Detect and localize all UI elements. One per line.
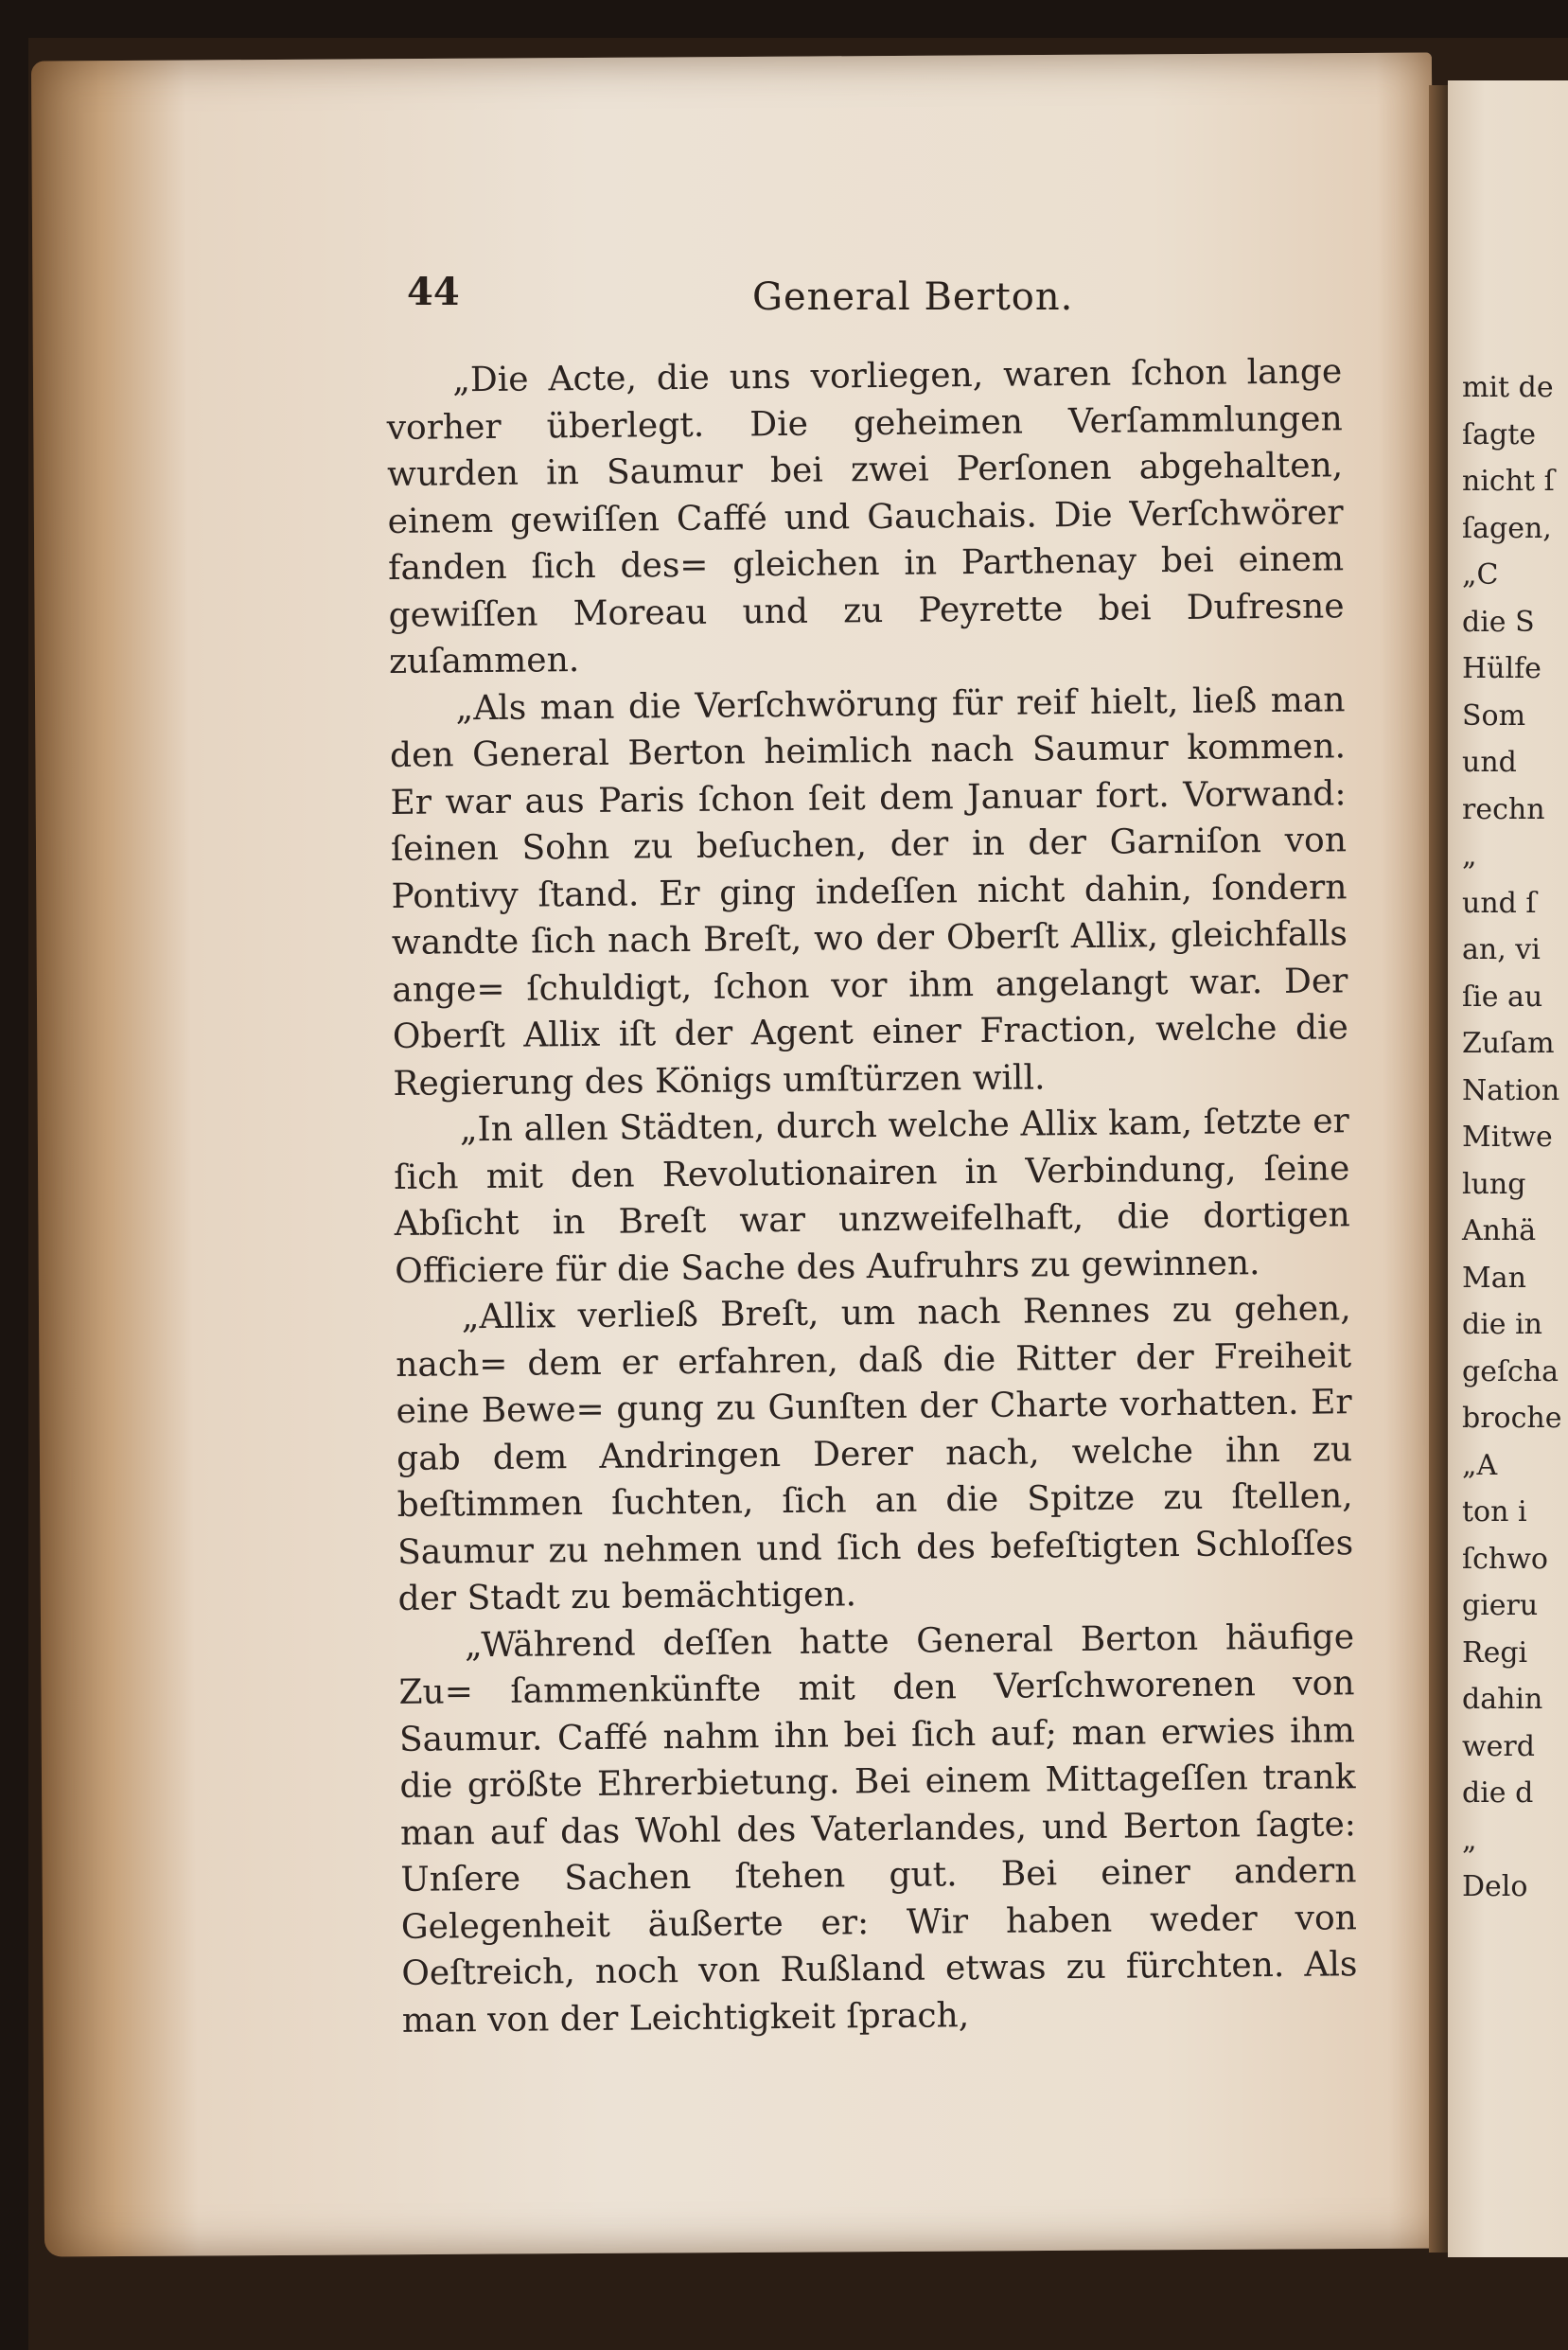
facing-line: ton i	[1462, 1495, 1527, 1528]
body-text	[386, 348, 1358, 2044]
facing-line: Delo	[1462, 1870, 1528, 1903]
facing-line: ſchwo	[1462, 1542, 1548, 1576]
page-number: 44	[407, 270, 460, 314]
facing-line: Hülfe	[1462, 652, 1542, 685]
paragraph: „In allen Städten, durch welche Allix kam, ſetzte er ſich mit den Revolutionairen in Verbindung, ſeine Abſicht in Breſt war unzweifelhaft, die dortigen Officiere für die Sache des Aufruhrs zu gewinnen.	[394, 1102, 1350, 1291]
facing-line: und ſ	[1462, 886, 1537, 920]
facing-line: und	[1462, 746, 1517, 779]
facing-page-text	[1462, 364, 1561, 1911]
facing-line: Som	[1462, 698, 1526, 733]
running-head	[407, 270, 1353, 327]
facing-line: die in	[1462, 1308, 1543, 1341]
paragraph: „Als man die Verſchwörung für reif hielt, ließ man den General Berton heimlich nach Saumur kommen. Er war aus Paris ſchon ſeit dem Januar fort. Vorwand: ſeinen Sohn zu beſuchen, der in der Garniſon von Pontivy ſtand. Er ging indeſſen nicht dahin, ſondern wandte ſich nach Breſt, wo der Oberſt Allix, gleichfalls ange= ſchuldigt, ſchon vor ihm angelangt war. Der Oberſt Allix iſt der Agent einer Fraction, welche die Regierung des Königs umſtürzen will.	[389, 680, 1349, 1104]
facing-line: nicht ſ	[1462, 465, 1555, 498]
facing-line: die d	[1462, 1776, 1534, 1810]
facing-line: rechn	[1462, 792, 1545, 826]
book-gutter	[1429, 85, 1450, 2253]
facing-line: Nation	[1462, 1073, 1560, 1107]
facing-page	[1448, 80, 1568, 2257]
facing-line: geſcha	[1462, 1354, 1559, 1388]
paragraph: „Allix verließ Breſt, um nach Rennes zu gehen, nach= dem er erfahren, daß die Ritter der Freiheit eine Bewe= gung zu Gunſten der Charte vorhatten. Er gab dem Andringen Derer nach, welche ihn zu beſtimmen ſuchten, ſich an die Spitze zu ſtellen, Saumur zu nehmen und ſich des befeſtigten Schloſſes der Stadt zu bemächtigen.	[396, 1289, 1354, 1618]
paragraph: „Während deſſen hatte General Berton häufige Zu= ſammenkünfte mit den Verſchworenen von Saumur. Caffé nahm ihn bei ſich auf; man erwies ihm die größte Ehrerbietung. Bei einem Mittageſſen trank man auf das Wohl des Vaterlandes, und Berton ſagte: Unſere Sachen ſtehen gut. Bei einer andern Gelegenheit äußerte er: Wir haben weder von Oeſtreich, noch von Rußland etwas zu fürchten. Als man von der Leichtigkeit ſprach,	[398, 1617, 1358, 2041]
facing-line: Zuſam	[1462, 1027, 1555, 1060]
paragraph: „Die Acte, die uns vorliegen, waren ſchon lange vorher überlegt. Die geheimen Verſammlungen wurden in Saumur bei zwei Perſonen abgehalten, einem gewiſſen Caffé und Gauchais. Die Verſchwörer fanden ſich des= gleichen in Parthenay bei einem gewiſſen Moreau und zu Peyrette bei Dufresne zuſammen.	[386, 352, 1345, 681]
facing-line: ſie au	[1462, 980, 1543, 1014]
facing-line: Man	[1462, 1261, 1526, 1295]
facing-line: Regi	[1462, 1635, 1528, 1670]
facing-line: „	[1462, 1823, 1477, 1857]
facing-line: werd	[1462, 1729, 1535, 1763]
facing-line: lung	[1462, 1167, 1526, 1201]
facing-line: Anhä	[1462, 1214, 1537, 1247]
facing-line: „A	[1462, 1448, 1498, 1482]
facing-line: Mitwe	[1462, 1121, 1553, 1154]
facing-line: die S	[1462, 605, 1535, 639]
facing-line: an, vi	[1462, 933, 1541, 966]
facing-line: broche	[1462, 1402, 1562, 1435]
facing-line: ſagte	[1462, 417, 1537, 451]
facing-line: „C	[1462, 558, 1499, 592]
facing-line: ſagen,	[1462, 511, 1552, 545]
facing-line: dahin	[1462, 1683, 1543, 1716]
facing-line: mit de	[1462, 371, 1554, 404]
facing-line: gieru	[1462, 1589, 1539, 1622]
running-title: General Berton.	[752, 275, 1074, 319]
facing-line: „	[1462, 839, 1477, 873]
